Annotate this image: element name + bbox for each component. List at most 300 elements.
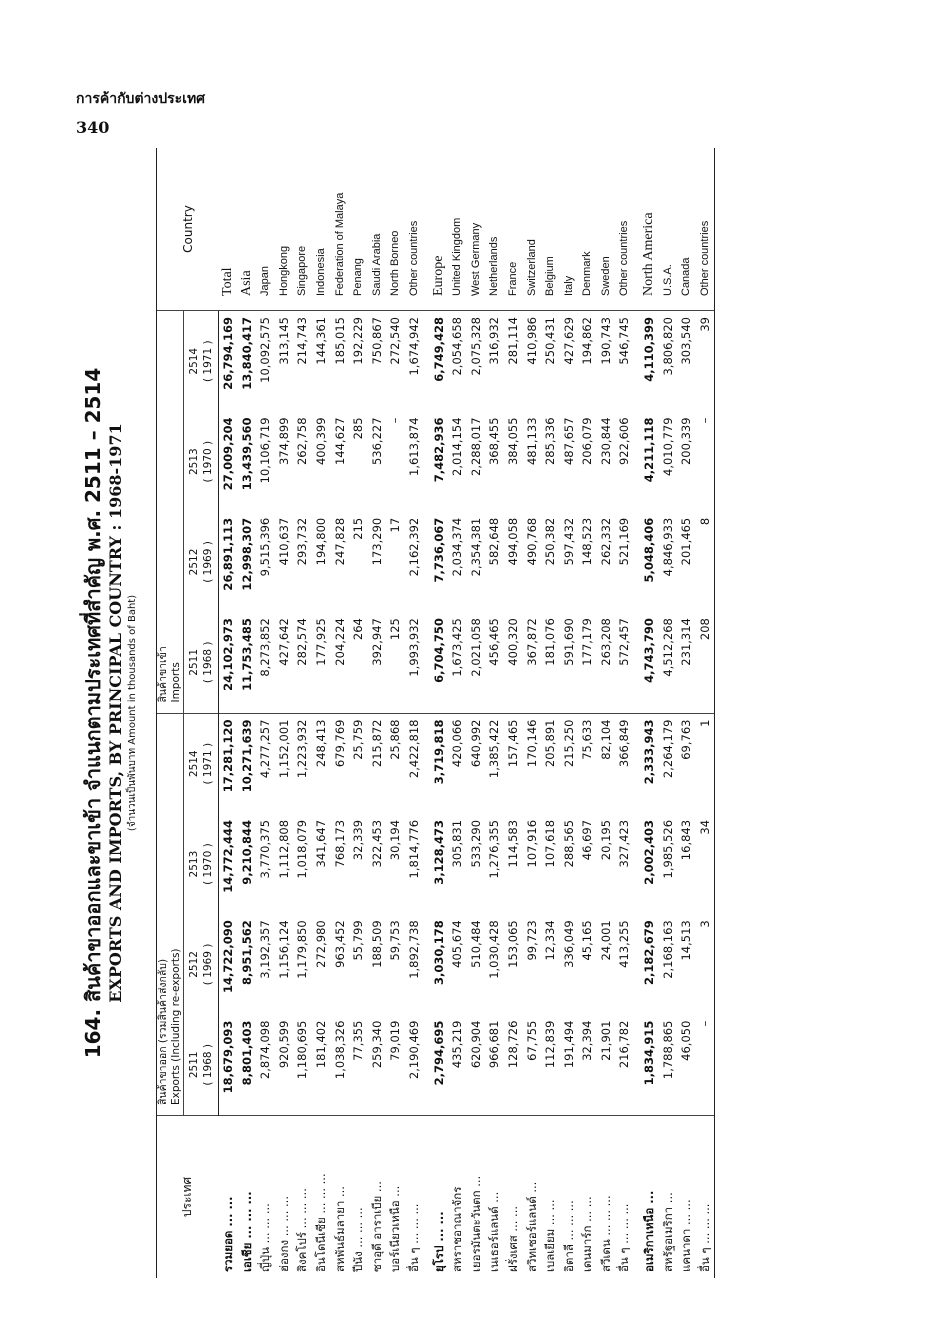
export-value: 10,271,639	[239, 719, 254, 793]
import-value: 194,800	[313, 517, 328, 566]
import-value: 8	[696, 512, 715, 612]
export-value: 1,030,428	[487, 920, 502, 979]
import-value: 410,986	[524, 317, 539, 365]
country-name-english: Switzerland	[523, 148, 542, 311]
import-value: 26,794,169	[221, 317, 235, 390]
import-value: 303,540	[679, 317, 694, 365]
import-value: 285	[351, 417, 366, 440]
import-value: 281,114	[505, 317, 520, 365]
table-row	[424, 148, 449, 1278]
import-value: 194,862	[580, 317, 595, 365]
country-name-thai: บอร์เนียวเหนือ ...	[388, 1185, 403, 1272]
import-value: 1,993,932	[405, 612, 424, 713]
country-name-thai: แคนาดา ... ...	[679, 1199, 694, 1272]
import-value: 250,382	[543, 517, 558, 566]
export-value: 188,509	[369, 920, 384, 968]
export-value: 69,763	[679, 719, 694, 760]
table-row	[523, 148, 542, 1278]
import-value: 144,361	[313, 317, 328, 365]
export-value: 2,190,469	[405, 1015, 424, 1116]
export-value: 32,394	[578, 1015, 597, 1116]
import-value: 2,075,328	[468, 317, 483, 376]
country-name-english: Italy	[560, 148, 579, 311]
imports-group-english: Imports	[170, 662, 182, 703]
export-value: 170,146	[524, 719, 539, 768]
import-value: 293,732	[295, 517, 310, 566]
table-title-thai: 164. สินค้าขาออกและขาเข้า จำแนกตามประเทศที่สำคัญ พ.ศ. 2511 – 2514	[81, 367, 105, 1059]
import-value: 204,224	[331, 612, 350, 713]
table-row	[560, 148, 579, 1278]
table-row	[386, 148, 405, 1278]
import-value: 316,932	[487, 317, 502, 365]
export-value: 55,799	[351, 920, 366, 961]
export-value: 2,264,179	[660, 719, 675, 779]
table-row	[696, 148, 715, 1278]
import-value: 487,657	[561, 417, 576, 466]
exports-group-english: Exports (Including re-exports)	[170, 948, 182, 1105]
year-ad: ( 1969 )	[202, 541, 214, 583]
header-thai-country: ประเทศ	[157, 1116, 219, 1279]
import-value: 272,540	[388, 317, 403, 365]
country-name-english: United Kingdom	[448, 148, 467, 311]
country-name-thai: เนเธอร์แลนด์ ...	[487, 1191, 502, 1272]
table-row	[368, 148, 387, 1278]
year-be: 2511	[188, 648, 200, 676]
import-value: 313,145	[276, 317, 291, 365]
export-value: 413,255	[617, 920, 632, 968]
import-value: 4,743,790	[634, 612, 659, 713]
table-row	[349, 148, 368, 1278]
page-number: 340	[76, 118, 110, 137]
country-name-english: France	[504, 148, 523, 311]
import-value: 185,015	[332, 317, 347, 365]
export-value: 1,276,355	[487, 819, 502, 879]
country-name-thai: เอเชีย ... ... ...	[239, 1191, 254, 1272]
export-value: 59,753	[388, 920, 403, 961]
export-value: 191,494	[560, 1015, 579, 1116]
export-value: 2,168,163	[660, 920, 675, 979]
import-value: 282,574	[293, 612, 312, 713]
export-value: 327,423	[617, 819, 632, 868]
import-value: 3,806,820	[660, 317, 675, 376]
import-value: 173,290	[369, 517, 384, 566]
country-name-english: Total	[219, 148, 238, 311]
import-value: –	[696, 411, 715, 511]
year-ad: ( 1971 )	[202, 742, 214, 785]
export-value: 67,755	[523, 1015, 542, 1116]
table-row	[293, 148, 312, 1278]
country-name-thai: สิงคโปร์ ... ... ...	[295, 1188, 310, 1272]
export-value: 679,769	[332, 719, 347, 768]
imports-group-header	[157, 311, 184, 714]
country-name-english: Other countries	[405, 148, 424, 311]
year-be: 2513	[188, 850, 200, 878]
export-value: 1,180,695	[293, 1015, 312, 1116]
export-value: 1,152,001	[276, 719, 291, 779]
table-header	[157, 148, 219, 1278]
export-value: 34	[696, 814, 715, 914]
import-value: 490,768	[524, 517, 539, 566]
country-name-thai: เบลเยียม ... ...	[543, 1199, 558, 1272]
import-value: 4,512,268	[659, 612, 678, 713]
import-value: 368,455	[487, 417, 502, 466]
export-value: 114,583	[505, 819, 520, 868]
import-value: 214,743	[295, 317, 310, 365]
import-value: 11,753,485	[238, 612, 257, 713]
import-value: 2,034,374	[450, 517, 465, 577]
export-value: 1,814,776	[406, 819, 421, 879]
import-value: 13,439,560	[239, 417, 254, 491]
country-name-thai: สวีเดน ... ... ...	[598, 1195, 613, 1272]
import-value: 4,010,779	[660, 417, 675, 476]
import-value: 6,749,428	[431, 317, 446, 382]
table-row	[467, 148, 486, 1278]
export-value: 920,599	[275, 1015, 294, 1116]
import-value: 922,606	[617, 417, 632, 466]
export-value: 1,038,326	[331, 1015, 350, 1116]
export-value: 46,050	[677, 1015, 696, 1116]
export-value: 966,681	[485, 1015, 504, 1116]
import-value: 27,009,204	[221, 417, 235, 491]
export-value: 99,723	[524, 920, 539, 961]
imports-year-header	[184, 311, 219, 412]
table-row	[275, 148, 294, 1278]
country-name-thai: สหราชอาณาจักร	[450, 1186, 465, 1272]
import-value: 6,704,750	[424, 612, 449, 713]
table-row	[256, 148, 275, 1278]
country-name-english: Europe	[424, 148, 449, 311]
table-row	[312, 148, 331, 1278]
import-value: 2,021,058	[467, 612, 486, 713]
export-value: 2,182,679	[642, 920, 657, 986]
country-name-english: Hongkong	[275, 148, 294, 311]
export-value: 30,194	[388, 819, 403, 861]
import-value: 400,320	[504, 612, 523, 713]
country-name-thai: เดนมาร์ก ... ...	[580, 1196, 595, 1272]
country-name-thai: อินโดนีเซีย ... ... ...	[313, 1173, 328, 1272]
export-value: 420,066	[450, 719, 465, 768]
country-name-thai: ญี่ปุ่น ... ... ...	[258, 1203, 273, 1272]
year-ad: ( 1969 )	[202, 943, 214, 986]
export-value: 107,618	[543, 819, 558, 868]
import-value: 2,354,381	[468, 517, 483, 577]
header-english-country: Country	[157, 148, 219, 311]
rotated-table-block	[80, 148, 880, 1278]
export-value: 20,195	[598, 819, 613, 861]
imports-year-header	[184, 512, 219, 612]
country-name-thai: ฝรั่งเศส ... ...	[505, 1205, 520, 1272]
country-name-english: Asia	[238, 148, 257, 311]
import-value: 24,102,973	[219, 612, 238, 713]
export-value: 3,719,818	[431, 719, 446, 785]
import-value: 1,613,874	[406, 417, 421, 476]
year-be: 2513	[188, 448, 200, 475]
table-title-english: EXPORTS AND IMPORTS, BY PRINCIPAL COUNTRY : 1968-1971	[106, 423, 125, 1003]
export-value: 620,904	[467, 1015, 486, 1116]
imports-year-header	[184, 612, 219, 713]
country-name-english: Japan	[256, 148, 275, 311]
import-value: 8,273,852	[256, 612, 275, 713]
export-value: 341,647	[313, 819, 328, 868]
exports-year-header	[184, 1015, 219, 1116]
import-value: 250,431	[543, 317, 558, 365]
country-name-english: Denmark	[578, 148, 597, 311]
export-value: 215,872	[369, 719, 384, 768]
export-value: 157,465	[505, 719, 520, 768]
import-value: –	[388, 417, 403, 424]
export-value: 45,165	[580, 920, 595, 961]
export-value: 640,992	[468, 719, 483, 768]
country-name-thai: ฮ่องกง ... ... ...	[276, 1196, 291, 1272]
import-value: 4,110,399	[642, 317, 657, 382]
country-name-english: Federation of Malaya	[331, 148, 350, 311]
import-value: 247,828	[332, 517, 347, 566]
import-value: 148,523	[580, 517, 595, 566]
import-value: 456,465	[485, 612, 504, 713]
exports-year-header	[184, 914, 219, 1014]
table-row	[485, 148, 504, 1278]
import-value: 190,743	[598, 317, 613, 365]
import-value: 192,229	[351, 317, 366, 365]
table-row	[615, 148, 634, 1278]
import-value: 206,079	[580, 417, 595, 466]
table-body	[219, 148, 715, 1278]
import-value: 591,690	[560, 612, 579, 713]
export-value: 215,250	[561, 719, 576, 768]
export-value: 3,128,473	[431, 819, 446, 885]
export-value: 153,065	[505, 920, 520, 968]
table-row	[238, 148, 257, 1278]
country-name-thai: อื่น ๆ ... ... ...	[696, 1116, 715, 1279]
export-value: 14,513	[679, 920, 694, 961]
import-value: 400,399	[313, 417, 328, 466]
year-ad: ( 1968 )	[202, 1044, 214, 1086]
import-value: 481,133	[524, 417, 539, 466]
export-value: 3	[696, 914, 715, 1014]
export-value: 1,018,079	[295, 819, 310, 879]
export-value: 533,290	[468, 819, 483, 868]
running-head: การค้ากับต่างประเทศ	[76, 91, 206, 107]
import-value: 264	[349, 612, 368, 713]
import-value: 427,629	[561, 317, 576, 365]
import-value: 39	[696, 311, 715, 412]
import-value: 262,332	[598, 517, 613, 566]
country-name-english: North America	[634, 148, 659, 311]
export-value: 435,219	[448, 1015, 467, 1116]
import-value: 285,336	[543, 417, 558, 466]
import-value: 7,736,067	[431, 517, 446, 583]
export-value: 21,901	[597, 1015, 616, 1116]
country-name-thai: รวมยอด ... ...	[220, 1196, 235, 1272]
import-value: 392,947	[368, 612, 387, 713]
export-value: 82,104	[598, 719, 613, 760]
export-value: 128,726	[504, 1015, 523, 1116]
export-value: 1,223,932	[295, 719, 310, 779]
country-name-english: Other countries	[696, 148, 715, 311]
import-value: 4,211,118	[642, 417, 657, 483]
table-row	[677, 148, 696, 1278]
export-value: 305,831	[450, 819, 465, 868]
country-name-thai: สหรัฐอเมริกา ...	[660, 1192, 675, 1272]
exports-group-thai: สินค้าขาออก (รวมสินค้าส่งกลับ)	[157, 958, 169, 1105]
export-value: 16,843	[679, 819, 694, 861]
table-titles	[80, 148, 152, 1278]
export-value: 8,801,403	[238, 1015, 257, 1116]
import-value: 4,846,933	[660, 517, 675, 577]
import-value: 262,758	[295, 417, 310, 466]
unit-note: (จำนวนเป็นพันบาท Amount in thousands of Baht)	[127, 594, 138, 832]
country-name-thai: อื่น ๆ ... ... ...	[406, 1203, 421, 1272]
table-row	[541, 148, 560, 1278]
export-value: 32,339	[351, 819, 366, 861]
import-value: 12,998,307	[239, 517, 254, 591]
export-value: 1,385,422	[487, 719, 502, 779]
year-be: 2512	[188, 951, 200, 978]
year-ad: ( 1970 )	[202, 440, 214, 483]
import-value: 546,745	[617, 317, 632, 365]
export-value: 75,633	[580, 719, 595, 760]
table-row	[634, 148, 659, 1278]
import-value: 181,076	[541, 612, 560, 713]
export-value: 2,002,403	[642, 819, 657, 885]
export-value: 1	[696, 713, 715, 814]
country-name-thai: ซาอุดี อาราเบีย ...	[369, 1181, 384, 1272]
year-ad: ( 1971 )	[202, 340, 214, 383]
import-value: 10,106,719	[258, 417, 273, 484]
export-value: 1,156,124	[276, 920, 291, 979]
table-row	[659, 148, 678, 1278]
country-name-english: Sweden	[597, 148, 616, 311]
table-row	[331, 148, 350, 1278]
import-value: 572,457	[615, 612, 634, 713]
table-row	[504, 148, 523, 1278]
export-value: 14,722,090	[221, 920, 235, 994]
country-name-thai: ปีนัง ... ... ...	[351, 1207, 366, 1272]
country-name-thai: อิตาลี ... ... ...	[561, 1200, 576, 1272]
export-value: 8,951,562	[239, 920, 254, 986]
year-be: 2512	[188, 548, 200, 576]
export-value: 1,788,865	[659, 1015, 678, 1116]
import-value: 125	[386, 612, 405, 713]
country-name-thai: เยอรมันตะวันตก ...	[468, 1175, 483, 1272]
export-value: 272,980	[313, 920, 328, 968]
exports-group-header	[157, 713, 184, 1115]
import-value: 494,058	[505, 517, 520, 566]
country-name-english: North Borneo	[386, 148, 405, 311]
import-value: 9,515,396	[258, 517, 273, 577]
export-value: 181,402	[312, 1015, 331, 1116]
import-value: 263,208	[597, 612, 616, 713]
import-value: 2,288,017	[468, 417, 483, 476]
imports-year-header	[184, 411, 219, 511]
export-value: 107,916	[524, 819, 539, 868]
import-value: 367,872	[523, 612, 542, 713]
country-name-thai: สวิทเซอร์แลนด์ ...	[524, 1181, 539, 1272]
imports-group-thai: สินค้าขาเข้า	[157, 646, 169, 703]
import-value: 200,339	[679, 417, 694, 466]
export-value: 963,452	[332, 920, 347, 968]
export-value: 2,422,818	[406, 719, 421, 779]
export-value: 1,834,915	[634, 1015, 659, 1116]
exports-year-header	[184, 713, 219, 814]
export-value: 510,484	[468, 920, 483, 968]
import-value: 177,925	[312, 612, 331, 713]
table-row	[405, 148, 424, 1278]
import-value: 10,092,575	[258, 317, 273, 383]
import-value: 750,867	[369, 317, 384, 365]
country-name-english: Belgium	[541, 148, 560, 311]
export-value: 4,277,257	[258, 719, 273, 779]
import-value: 177,179	[578, 612, 597, 713]
import-value: 7,482,936	[431, 417, 446, 483]
country-name-thai: ยุโรป ... ...	[431, 1211, 446, 1272]
export-value: 2,794,695	[424, 1015, 449, 1116]
export-value: 405,674	[450, 920, 465, 968]
country-name-english: U.S.A.	[659, 148, 678, 311]
import-value: 521,169	[617, 517, 632, 566]
import-value: 208	[696, 612, 715, 713]
import-value: 201,465	[679, 517, 694, 566]
export-value: 14,772,444	[221, 819, 235, 893]
export-value: 79,019	[386, 1015, 405, 1116]
export-value: 768,173	[332, 819, 347, 868]
country-name-english: Singapore	[293, 148, 312, 311]
year-be: 2514	[188, 347, 200, 375]
import-value: 2,014,154	[450, 417, 465, 476]
import-value: 2,054,658	[450, 317, 465, 376]
export-value: 17,281,120	[221, 719, 235, 793]
import-value: 13,840,417	[239, 317, 254, 390]
country-name-english: Saudi Arabia	[368, 148, 387, 311]
country-name-english: Indonesia	[312, 148, 331, 311]
import-value: 1,673,425	[448, 612, 467, 713]
export-value: 24,001	[598, 920, 613, 961]
import-value: 215	[351, 517, 366, 540]
export-value: 1,179,850	[295, 920, 310, 979]
import-value: 374,899	[276, 417, 291, 466]
export-value: 112,839	[541, 1015, 560, 1116]
year-be: 2511	[188, 1051, 200, 1079]
import-value: 582,648	[487, 517, 502, 566]
export-value: 205,891	[543, 719, 558, 768]
table-row	[597, 148, 616, 1278]
export-value: 1,112,808	[276, 819, 291, 879]
import-value: 2,162,392	[406, 517, 421, 577]
import-value: 144,627	[332, 417, 347, 466]
export-value: 216,782	[615, 1015, 634, 1116]
export-value: 288,565	[561, 819, 576, 868]
table-row	[219, 148, 238, 1278]
export-value: 9,210,844	[239, 819, 254, 885]
export-value: 259,340	[368, 1015, 387, 1116]
country-name-english: Penang	[349, 148, 368, 311]
export-value: 46,697	[580, 819, 595, 861]
export-value: 77,355	[349, 1015, 368, 1116]
export-value: 25,868	[388, 719, 403, 760]
export-value: 25,759	[351, 719, 366, 760]
import-value: 230,844	[598, 417, 613, 466]
import-value: 384,055	[505, 417, 520, 466]
year-ad: ( 1968 )	[202, 641, 214, 684]
export-value: 2,874,098	[256, 1015, 275, 1116]
country-name-english: West Germany	[467, 148, 486, 311]
table-row	[448, 148, 467, 1278]
export-value: 18,679,093	[219, 1015, 238, 1116]
exports-imports-table	[156, 148, 715, 1278]
export-value: 3,192,357	[258, 920, 273, 979]
country-name-thai: อเมริกาเหนือ ...	[642, 1190, 657, 1272]
import-value: 231,314	[677, 612, 696, 713]
